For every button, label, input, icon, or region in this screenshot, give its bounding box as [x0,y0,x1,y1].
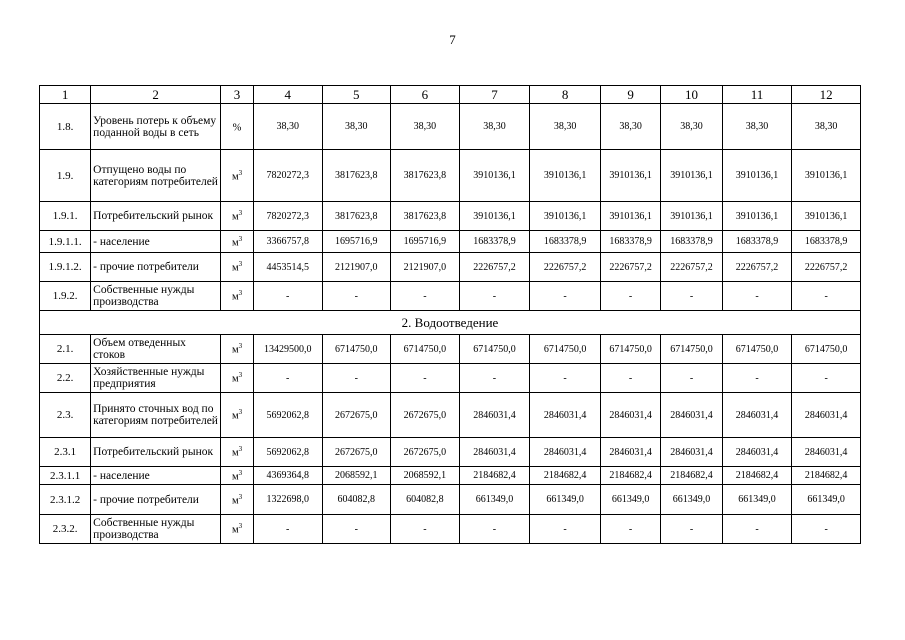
value-cell: 1683378,9 [661,231,722,253]
value-cell: 2846031,4 [661,438,722,467]
value-cell: - [600,364,660,393]
row-code: 1.9.1.2. [40,253,91,282]
row-unit [221,150,254,202]
value-cell: 2846031,4 [722,393,792,438]
column-number: 3 [221,86,254,104]
row-unit [221,364,254,393]
value-cell: 38,30 [391,104,460,150]
column-number: 6 [391,86,460,104]
value-cell: 2846031,4 [661,393,722,438]
value-cell: 3366757,8 [253,231,322,253]
row-unit [221,335,254,364]
value-cell: - [600,282,660,311]
column-number: 1 [40,86,91,104]
value-cell: 3910136,1 [722,202,792,231]
table-row [40,202,861,231]
table-row [40,282,861,311]
value-cell: - [661,364,722,393]
value-cell: - [792,364,861,393]
row-code: 1.9. [40,150,91,202]
value-cell: - [530,515,601,544]
value-cell: 2184682,4 [530,467,601,485]
table-row [40,393,861,438]
value-cell: 3817623,8 [391,202,460,231]
value-cell: 2846031,4 [792,393,861,438]
value-cell: 2121907,0 [322,253,391,282]
value-cell: 2226757,2 [722,253,792,282]
row-name: - население [91,231,221,253]
unit-exponent: 3 [238,234,243,243]
value-cell: 1695716,9 [322,231,391,253]
row-unit [221,104,254,150]
unit-base: % [232,122,242,134]
value-cell: 2184682,4 [459,467,530,485]
column-number: 11 [722,86,792,104]
column-number: 4 [253,86,322,104]
column-number: 10 [661,86,722,104]
value-cell: 661349,0 [722,485,792,515]
value-cell: 3910136,1 [600,150,660,202]
row-code: 2.2. [40,364,91,393]
value-cell: 3910136,1 [530,150,601,202]
column-number-row [40,86,861,104]
value-cell: 7820272,3 [253,150,322,202]
value-cell: 2184682,4 [600,467,660,485]
row-name: Потребительский рынок [91,438,221,467]
value-cell: 2672675,0 [391,393,460,438]
page-number: 7 [449,32,456,47]
value-cell: 6714750,0 [322,335,391,364]
table-row [40,231,861,253]
value-cell: - [600,515,660,544]
value-cell: 604082,8 [322,485,391,515]
value-cell: 6714750,0 [792,335,861,364]
value-cell: 6714750,0 [722,335,792,364]
unit-exponent: 3 [238,445,243,454]
value-cell: - [391,364,460,393]
unit-exponent: 3 [238,209,243,218]
value-cell: - [322,515,391,544]
value-cell: 661349,0 [459,485,530,515]
unit-exponent: 3 [238,168,243,177]
value-cell: 2672675,0 [391,438,460,467]
value-cell: - [661,282,722,311]
unit-base: м [231,291,239,303]
row-code: 2.1. [40,335,91,364]
value-cell: - [459,515,530,544]
value-cell: - [530,282,601,311]
value-cell: - [391,515,460,544]
row-unit [221,467,254,485]
unit-base: м [231,344,239,356]
row-unit [221,393,254,438]
unit-base: м [231,237,239,249]
value-cell: 38,30 [722,104,792,150]
value-cell: 38,30 [600,104,660,150]
row-code: 2.3.1.2 [40,485,91,515]
value-cell: 2846031,4 [722,438,792,467]
value-cell: - [792,515,861,544]
value-cell: - [322,364,391,393]
value-cell: 6714750,0 [530,335,601,364]
column-number: 7 [459,86,530,104]
value-cell: 2184682,4 [722,467,792,485]
indicators-table [39,85,861,544]
row-name: - прочие потребители [91,253,221,282]
row-unit [221,282,254,311]
value-cell: 2226757,2 [459,253,530,282]
value-cell: 661349,0 [661,485,722,515]
value-cell: 1683378,9 [530,231,601,253]
value-cell: 2226757,2 [792,253,861,282]
value-cell: 661349,0 [792,485,861,515]
value-cell: 2121907,0 [391,253,460,282]
row-code: 1.9.1.1. [40,231,91,253]
value-cell: 2846031,4 [792,438,861,467]
value-cell: 2672675,0 [322,438,391,467]
value-cell: - [722,515,792,544]
section-title: 2. Водоотведение [40,311,861,335]
row-name: Хозяйственные нужды предприятия [91,364,221,393]
value-cell: 4453514,5 [253,253,322,282]
row-name: - прочие потребители [91,485,221,515]
value-cell: 6714750,0 [600,335,660,364]
value-cell: 2846031,4 [459,393,530,438]
value-cell: 3817623,8 [322,150,391,202]
value-cell: 3910136,1 [661,150,722,202]
value-cell: 6714750,0 [661,335,722,364]
value-cell: 2068592,1 [322,467,391,485]
table-row [40,335,861,364]
unit-exponent: 3 [238,408,243,417]
value-cell: 661349,0 [600,485,660,515]
row-code: 2.3.1.1 [40,467,91,485]
table-row [40,515,861,544]
row-name: Отпущено воды по категориям потребителей [91,150,221,202]
row-name: Уровень потерь к объему поданной воды в сеть [91,104,221,150]
table-row [40,253,861,282]
table-row [40,104,861,150]
value-cell: 5692062,8 [253,438,322,467]
value-cell: 2846031,4 [459,438,530,467]
column-number: 8 [530,86,601,104]
value-cell: - [530,364,601,393]
unit-exponent: 3 [238,371,243,380]
unit-exponent: 3 [238,492,243,501]
value-cell: 2846031,4 [530,438,601,467]
value-cell: 38,30 [459,104,530,150]
value-cell: 3910136,1 [661,202,722,231]
column-number: 5 [322,86,391,104]
unit-base: м [231,373,239,385]
section-row [40,311,861,335]
column-number: 12 [792,86,861,104]
value-cell: 6714750,0 [391,335,460,364]
value-cell: 4369364,8 [253,467,322,485]
value-cell: 3910136,1 [722,150,792,202]
row-code: 1.9.1. [40,202,91,231]
unit-base: м [231,524,239,536]
value-cell: 1695716,9 [391,231,460,253]
unit-base: м [231,211,239,223]
value-cell: 38,30 [253,104,322,150]
value-cell: 13429500,0 [253,335,322,364]
value-cell: 1683378,9 [600,231,660,253]
value-cell: 6714750,0 [459,335,530,364]
value-cell: 2226757,2 [600,253,660,282]
column-number: 2 [91,86,221,104]
row-name: - население [91,467,221,485]
value-cell: - [322,282,391,311]
table-row [40,438,861,467]
value-cell: - [391,282,460,311]
value-cell: 38,30 [792,104,861,150]
table-row [40,364,861,393]
value-cell: - [253,282,322,311]
value-cell: 1683378,9 [459,231,530,253]
value-cell: 3910136,1 [530,202,601,231]
value-cell: 3910136,1 [459,150,530,202]
row-name: Объем отведенных стоков [91,335,221,364]
row-unit [221,438,254,467]
value-cell: 2184682,4 [661,467,722,485]
value-cell: 2672675,0 [322,393,391,438]
table-row [40,467,861,485]
value-cell: 1683378,9 [722,231,792,253]
value-cell: 661349,0 [530,485,601,515]
unit-base: м [231,171,239,183]
value-cell: 7820272,3 [253,202,322,231]
value-cell: 3910136,1 [600,202,660,231]
value-cell: - [459,282,530,311]
table-row [40,150,861,202]
value-cell: 1683378,9 [792,231,861,253]
unit-base: м [231,495,239,507]
row-unit [221,202,254,231]
value-cell: 38,30 [322,104,391,150]
row-name: Принято сточных вод по категориям потребителей [91,393,221,438]
value-cell: 3817623,8 [322,202,391,231]
row-unit [221,253,254,282]
row-unit [221,231,254,253]
unit-exponent: 3 [238,522,243,531]
value-cell: 3910136,1 [792,202,861,231]
value-cell: 38,30 [661,104,722,150]
unit-exponent: 3 [238,468,243,477]
value-cell: 38,30 [530,104,601,150]
value-cell: - [459,364,530,393]
value-cell: - [792,282,861,311]
value-cell: 3817623,8 [391,150,460,202]
value-cell: 604082,8 [391,485,460,515]
row-name: Собственные нужды производства [91,515,221,544]
value-cell: 2226757,2 [661,253,722,282]
value-cell: - [253,515,322,544]
row-code: 2.3.2. [40,515,91,544]
value-cell: 2846031,4 [600,393,660,438]
value-cell: - [722,364,792,393]
value-cell: 5692062,8 [253,393,322,438]
unit-base: м [231,471,239,483]
value-cell: - [722,282,792,311]
row-unit [221,515,254,544]
row-name: Собственные нужды производства [91,282,221,311]
table-row [40,485,861,515]
value-cell: 3910136,1 [792,150,861,202]
value-cell: 1322698,0 [253,485,322,515]
row-unit [221,485,254,515]
value-cell: 2846031,4 [530,393,601,438]
value-cell: 3910136,1 [459,202,530,231]
value-cell: 2226757,2 [530,253,601,282]
unit-base: м [231,262,239,274]
unit-exponent: 3 [238,342,243,351]
row-code: 2.3. [40,393,91,438]
unit-exponent: 3 [238,260,243,269]
value-cell: 2068592,1 [391,467,460,485]
value-cell: - [661,515,722,544]
row-name: Потребительский рынок [91,202,221,231]
column-number: 9 [600,86,660,104]
value-cell: 2846031,4 [600,438,660,467]
unit-base: м [231,447,239,459]
unit-base: м [231,410,239,422]
unit-exponent: 3 [238,289,243,298]
row-code: 2.3.1 [40,438,91,467]
row-code: 1.9.2. [40,282,91,311]
row-code: 1.8. [40,104,91,150]
value-cell: - [253,364,322,393]
value-cell: 2184682,4 [792,467,861,485]
